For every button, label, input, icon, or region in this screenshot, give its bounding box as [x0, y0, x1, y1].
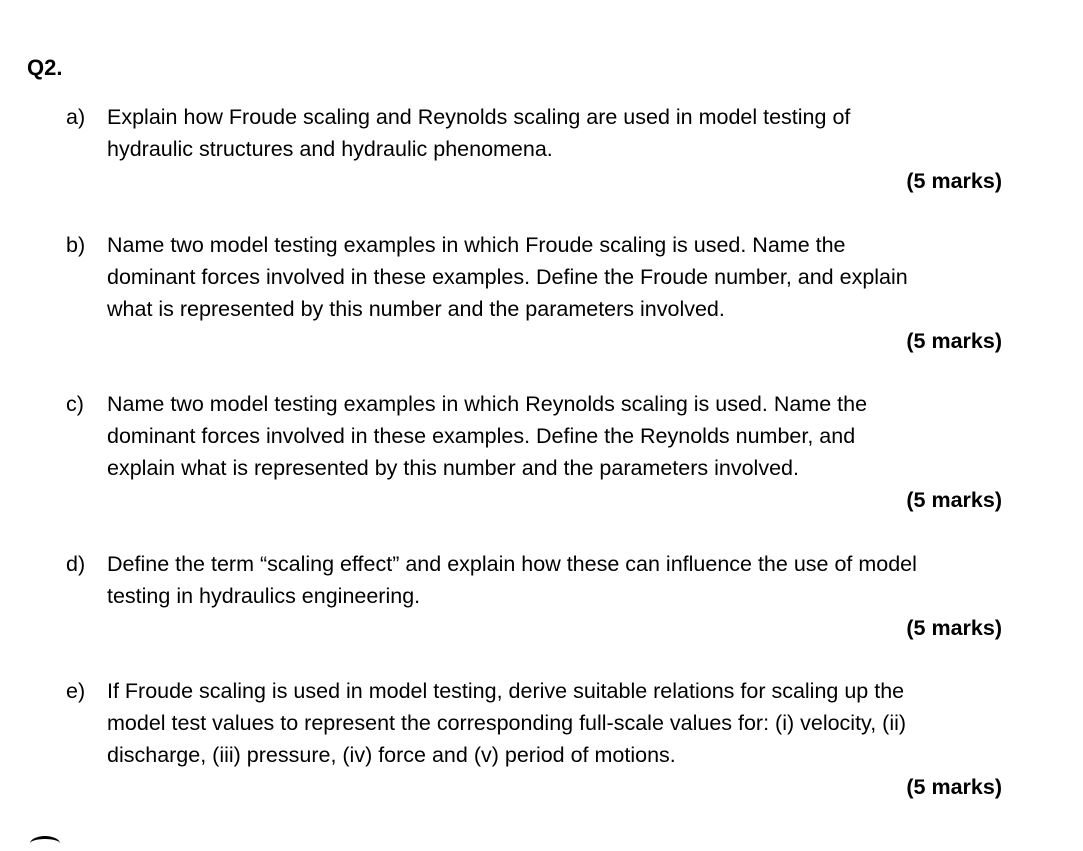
marks-label: (5 marks): [906, 329, 1002, 353]
part-label: e): [66, 679, 86, 703]
question-part-a: [66, 101, 1026, 197]
question-part-c: [66, 388, 1026, 516]
part-label: d): [66, 552, 86, 576]
marks-label: (5 marks): [906, 616, 1002, 640]
part-text: Define the term “scaling effect” and explain how these can influence the use of model testing in hydraulics engineering.: [107, 552, 917, 608]
cut-off-next-question-glyph: [30, 836, 60, 851]
part-text: Explain how Froude scaling and Reynolds scaling are used in model testing of hydraulic structures and hydraulic phenomena.: [107, 105, 851, 161]
question-part-b: [66, 229, 1026, 357]
part-label: c): [66, 392, 84, 416]
question-part-e: [66, 675, 1026, 803]
part-label: a): [66, 105, 86, 129]
part-label: b): [66, 233, 86, 257]
part-text: If Froude scaling is used in model testing, derive suitable relations for scaling up the model test values to represent the corresponding full-scale values for: (i) velocity, (ii) discharge, (iii) pressure, (iv) force and (v) period of motions.: [107, 679, 907, 767]
question-part-d: [66, 548, 1026, 644]
part-text: Name two model testing examples in which Froude scaling is used. Name the dominant forces involved in these examples. Define the Froude number, and explain what is represented by this number and the parameters involved.: [107, 233, 908, 321]
marks-label: (5 marks): [906, 775, 1002, 799]
marks-label: (5 marks): [906, 488, 1002, 512]
marks-label: (5 marks): [906, 169, 1002, 193]
question-title: Q2.: [27, 55, 63, 80]
part-text: Name two model testing examples in which Reynolds scaling is used. Name the dominant forces involved in these examples. Define the Reynolds number, and explain what is represented by this number and the parameters involved.: [107, 392, 868, 480]
